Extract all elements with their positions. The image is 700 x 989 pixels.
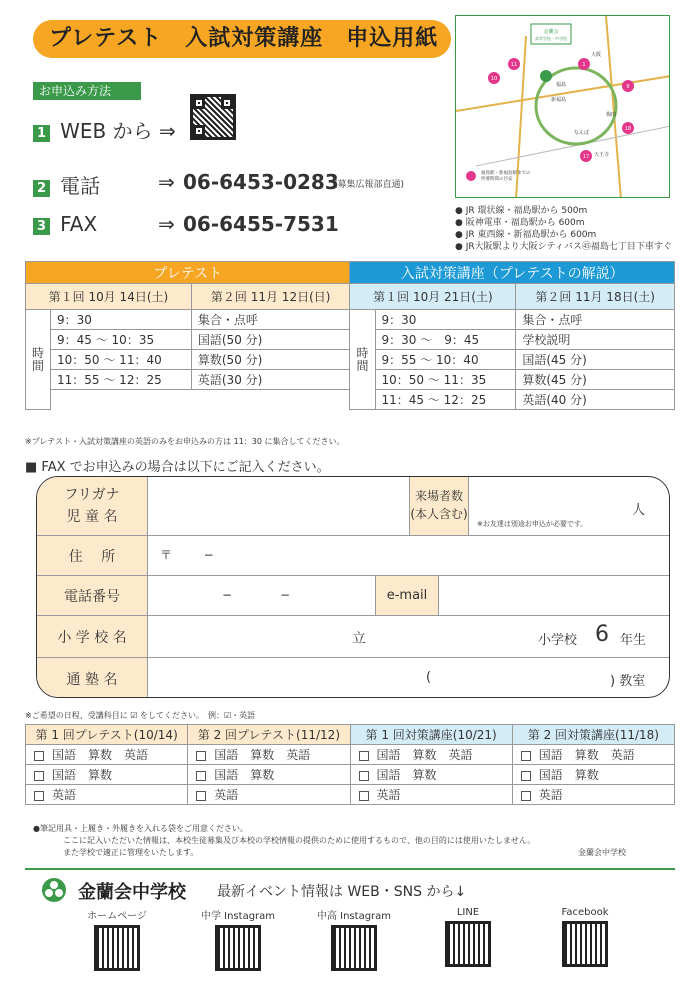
- child-name-label: 児 童 名: [66, 509, 118, 525]
- web-qr-code[interactable]: [190, 94, 236, 140]
- svg-text:梅田: 梅田: [606, 112, 617, 118]
- svg-text:なんば: なんば: [574, 130, 590, 136]
- seminar-item: 算数(45 分): [516, 370, 675, 390]
- juku-row: [37, 657, 669, 698]
- instagram-qr-icon[interactable]: [215, 925, 261, 971]
- map-route-1: 1: [582, 62, 586, 68]
- map-route-11: 11: [510, 62, 518, 68]
- map-route-17: 17: [582, 154, 590, 160]
- school-label: 小 学 校 名: [37, 616, 147, 657]
- access-list: [455, 205, 672, 253]
- pretest-header: プレテスト: [26, 262, 350, 284]
- seminar-time: 9：30: [375, 310, 516, 330]
- address-label: 住 所: [37, 536, 147, 575]
- map-note: 福島駅・新福島駅までの: [481, 171, 531, 176]
- seminar-item: 英語(40 分): [516, 390, 675, 410]
- school-row: [37, 615, 669, 657]
- choice-option-label: 国語 算数: [214, 768, 275, 782]
- school-input[interactable]: [147, 616, 670, 658]
- juku-open: (: [426, 670, 432, 685]
- fax-arrow: ⇒: [158, 212, 175, 236]
- tel-number[interactable]: 06-6453-0283: [183, 170, 339, 194]
- sns-label: 中高 Instagram: [316, 911, 392, 922]
- choice-option-label: 国語 算数 英語: [376, 748, 473, 762]
- choice-option-label: 国語 算数: [538, 768, 599, 782]
- checkbox[interactable]: [34, 771, 44, 781]
- choice-header-3: 第 1 回対策講座(10/21): [350, 725, 512, 745]
- choice-option[interactable]: [512, 765, 674, 785]
- english-note: ※プレテスト・入試対策講座の英語のみをお申込みの方は 11：30 に集合してください。: [25, 437, 345, 446]
- pretest-day-1: 第１回 10月 14日(土): [26, 284, 192, 310]
- choice-option[interactable]: [188, 785, 350, 805]
- name-row: [37, 477, 669, 535]
- choice-table: [25, 724, 675, 805]
- page-title: プレテスト 入試対策講座 申込用紙: [33, 20, 451, 58]
- notes-signature: 金蘭会中学校: [578, 848, 626, 857]
- footer-latest: 最新イベント情報は WEB・SNS から↓: [217, 884, 467, 900]
- seminar-time: 11：45 〜 12：25: [375, 390, 516, 410]
- child-name-input[interactable]: [147, 477, 409, 535]
- choice-option[interactable]: [26, 765, 188, 785]
- access-line-2: ● 阪神電車・福島駅から 600m: [455, 218, 585, 228]
- address-input[interactable]: 〒 −: [147, 536, 670, 576]
- choice-header-2: 第 2 回プレテスト(11/12): [188, 725, 350, 745]
- pretest-time: 9：45 〜 10：35: [51, 330, 192, 350]
- seminar-item: 国語(45 分): [516, 350, 675, 370]
- method-tag: お申込み方法: [33, 82, 141, 100]
- fax-label: FAX: [60, 212, 98, 236]
- sns-ms-instagram[interactable]: [179, 907, 297, 971]
- line-qr-icon[interactable]: [445, 921, 491, 967]
- web-label: WEB から ⇒: [60, 119, 176, 143]
- choice-option[interactable]: [350, 785, 512, 805]
- sns-label: ホームページ: [87, 911, 147, 922]
- svg-text:新福島: 新福島: [551, 97, 567, 103]
- attendees-input[interactable]: [469, 477, 670, 535]
- phone-row: [37, 575, 669, 615]
- notes-block: [33, 823, 535, 859]
- pretest-item: 算数(50 分): [191, 350, 350, 370]
- sns-row: [55, 907, 675, 971]
- attendees-note: ※お友達は別途お申込が必要です。: [477, 520, 588, 528]
- checkbox[interactable]: [34, 751, 44, 761]
- choice-option[interactable]: [350, 745, 512, 765]
- seminar-time: 9：55 〜 10：40: [375, 350, 516, 370]
- choice-header-4: 第 2 回対策講座(11/18): [512, 725, 674, 745]
- access-line-1: ● JR 環状線・福島駅から 500m: [455, 206, 588, 216]
- svg-text:所要時間の目安: 所要時間の目安: [481, 177, 513, 182]
- choice-note: ※ご希望の日程、受講科目に ☑ をしてください。 例：☑・英語: [25, 711, 256, 720]
- map-school-label: 金蘭会: [543, 29, 559, 35]
- choice-option-label: 英語: [214, 788, 239, 802]
- sns-label: Facebook: [561, 907, 609, 918]
- note-line-3: また学校で適正に管理をいたします。: [63, 848, 199, 857]
- choice-option-label: 英語: [538, 788, 563, 802]
- juku-close: ) 教室: [610, 674, 646, 689]
- map-route-9: 9: [626, 84, 630, 90]
- sns-label: 中学 Instagram: [200, 911, 276, 922]
- choice-option-label: 国語 算数: [52, 768, 113, 782]
- seminar-header: 入試対策講座（プレテストの解説）: [350, 262, 675, 284]
- school-logo-icon: [38, 876, 70, 904]
- phone-label: 電話番号: [37, 576, 147, 615]
- email-input[interactable]: [439, 576, 670, 616]
- grade-suffix: 年生: [620, 633, 647, 648]
- pretest-item: 国語(50 分): [191, 330, 350, 350]
- email-label: e-mail: [375, 576, 439, 616]
- choice-option-label: 国語 算数: [376, 768, 437, 782]
- facebook-qr-icon[interactable]: [562, 921, 608, 967]
- pretest-time-side: 時間: [26, 310, 51, 410]
- fax-num: 3: [33, 218, 50, 235]
- footer-divider: [25, 868, 675, 870]
- note-line-2: ここに記入いただいた情報は、本校生徒募集及び本校の学校情報の提供のために使用するもので、他の目的には使用いたしません。: [63, 836, 536, 845]
- checkbox[interactable]: [196, 751, 206, 761]
- checkbox[interactable]: [521, 751, 531, 761]
- seminar-item: 集合・点呼: [516, 310, 675, 330]
- note-line-1: ●筆記用具・上履き・外履きを入れる袋をご用意ください。: [33, 824, 248, 833]
- fax-form-title: ■ FAX でお申込みの場合は以下にご記入ください。: [25, 460, 330, 475]
- checkbox[interactable]: [521, 791, 531, 801]
- checkbox[interactable]: [196, 791, 206, 801]
- choice-option-label: 英語: [52, 788, 77, 802]
- sns-facebook[interactable]: [525, 907, 645, 971]
- checkbox[interactable]: [196, 771, 206, 781]
- map-route-10: 10: [490, 76, 498, 82]
- school-ritsu: 立: [352, 631, 366, 647]
- attendees-unit: 人: [631, 503, 645, 518]
- choice-option-label: 国語 算数 英語: [214, 748, 311, 762]
- tel-label: 電話: [60, 174, 101, 198]
- seminar-time-side: 時間: [350, 310, 375, 410]
- fax-row: [33, 212, 97, 236]
- schedule-table: [25, 261, 675, 410]
- sns-homepage[interactable]: [55, 907, 179, 971]
- tel-note: (募集広報部直通): [334, 180, 405, 190]
- homepage-qr-icon[interactable]: [94, 925, 140, 971]
- furigana-label: フリガナ: [64, 487, 120, 503]
- svg-text:大阪: 大阪: [591, 52, 602, 58]
- footer-school-name: 金蘭会中学校: [78, 882, 186, 903]
- pretest-item: 英語(30 分): [191, 370, 350, 390]
- address-row: [37, 535, 669, 575]
- attendees-label: 来場者数 (本人含む): [409, 477, 469, 535]
- name-label: [37, 477, 147, 535]
- phone-input[interactable]: − −: [147, 576, 375, 616]
- seminar-day-2: 第２回 11月 18日(土): [516, 284, 675, 310]
- fax-number[interactable]: 06-6455-7531: [183, 212, 339, 236]
- tel-row: [33, 170, 100, 199]
- instagram-qr-icon[interactable]: [331, 925, 377, 971]
- sns-hs-instagram[interactable]: [297, 907, 411, 971]
- sns-label: LINE: [456, 907, 480, 918]
- choice-option[interactable]: [188, 745, 350, 765]
- web-row: [33, 115, 176, 144]
- choice-option-label: 英語: [376, 788, 401, 802]
- school-suffix: 小学校: [538, 633, 578, 648]
- access-line-3: ● JR 東西線・新福島駅から 600m: [455, 230, 597, 240]
- fax-form: [36, 476, 670, 698]
- access-map: [455, 15, 670, 198]
- sns-line[interactable]: [411, 907, 525, 971]
- seminar-time: 9：30 〜 9：45: [375, 330, 516, 350]
- choice-option-label: 国語 算数 英語: [538, 748, 635, 762]
- pretest-day-2: 第２回 11月 12日(日): [191, 284, 350, 310]
- svg-text:天王寺: 天王寺: [594, 152, 610, 158]
- choice-option[interactable]: [26, 745, 188, 765]
- choice-option[interactable]: [26, 785, 188, 805]
- web-num: 1: [33, 125, 50, 142]
- checkbox[interactable]: [359, 771, 369, 781]
- checkbox[interactable]: [359, 791, 369, 801]
- tel-arrow: ⇒: [158, 170, 175, 194]
- checkbox[interactable]: [521, 771, 531, 781]
- school-marker-icon: [540, 70, 552, 82]
- choice-option[interactable]: [350, 765, 512, 785]
- access-line-4: ● JR大阪駅より大阪シティバス㊺福島七丁目下車すぐ: [455, 242, 672, 252]
- svg-text:福島: 福島: [556, 82, 567, 88]
- svg-text:高等学校・中学校: 高等学校・中学校: [535, 36, 567, 41]
- map-route-18: 18: [624, 126, 632, 132]
- choice-option[interactable]: [512, 785, 674, 805]
- pretest-time: 9：30: [51, 310, 192, 330]
- choice-header-1: 第 1 回プレテスト(10/14): [26, 725, 188, 745]
- tel-num: 2: [33, 180, 50, 197]
- choice-option[interactable]: [512, 745, 674, 765]
- seminar-time: 10：50 〜 11：35: [375, 370, 516, 390]
- checkbox[interactable]: [359, 751, 369, 761]
- seminar-day-1: 第１回 10月 21日(土): [350, 284, 516, 310]
- juku-label: 通 塾 名: [37, 658, 147, 698]
- checkbox[interactable]: [34, 791, 44, 801]
- juku-input[interactable]: [147, 658, 670, 698]
- pretest-item: 集合・点呼: [191, 310, 350, 330]
- choice-option[interactable]: [188, 765, 350, 785]
- map-graphic: [456, 16, 670, 198]
- pretest-time: 10：50 〜 11：40: [51, 350, 192, 370]
- grade-value: 6: [595, 622, 609, 647]
- choice-option-label: 国語 算数 英語: [52, 748, 149, 762]
- seminar-item: 学校説明: [516, 330, 675, 350]
- pretest-time: 11：55 〜 12：25: [51, 370, 192, 390]
